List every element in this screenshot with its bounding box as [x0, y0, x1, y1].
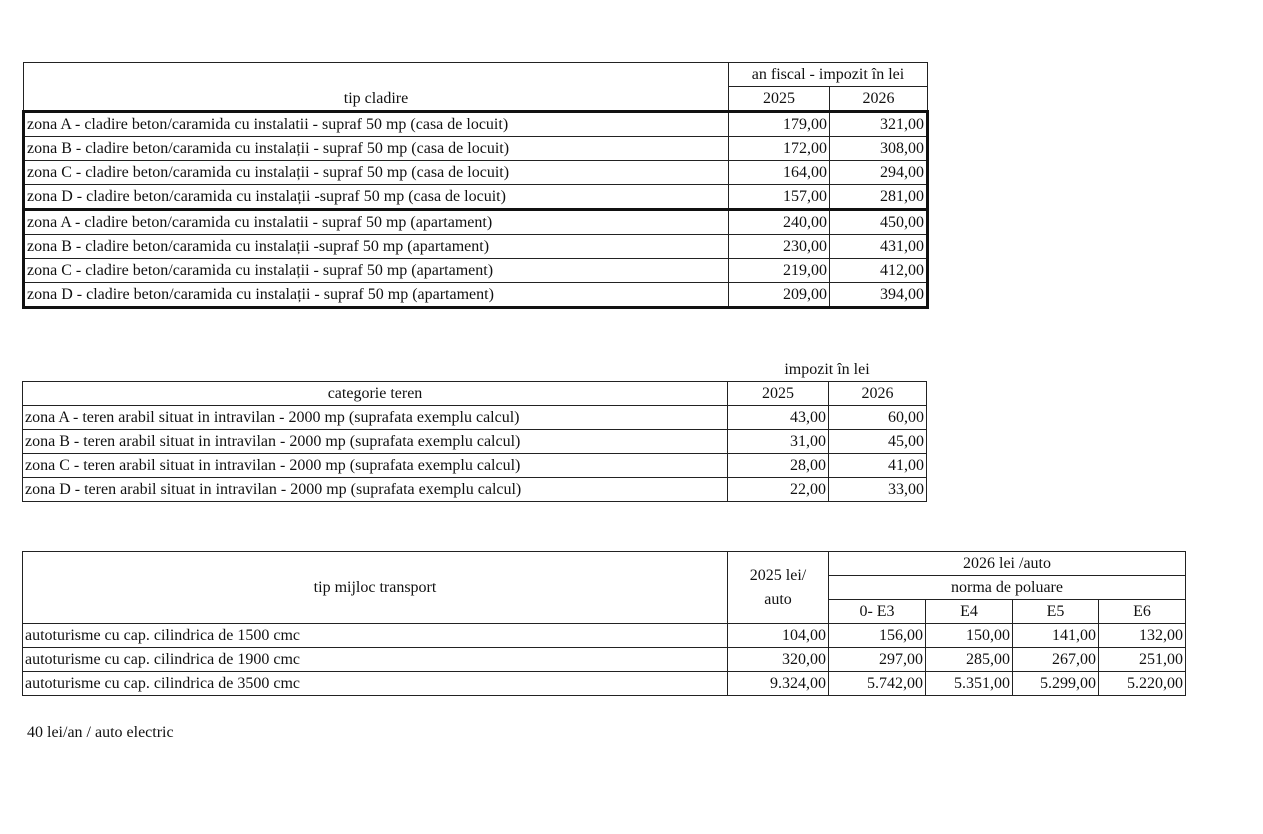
caption-spacer — [23, 358, 728, 382]
vehicle-type-header: tip mijloc transport — [23, 552, 728, 624]
row-label: autoturisme cu cap. cilindrica de 1900 cmc — [23, 648, 728, 672]
value-2026: 41,00 — [829, 454, 927, 478]
vehicle-tax-table — [22, 551, 1186, 696]
row-label: zona B - cladire beton/caramida cu instalații -supraf 50 mp (apartament) — [24, 235, 729, 259]
value-2026: 294,00 — [830, 161, 928, 185]
value-e4: 285,00 — [926, 648, 1013, 672]
year-2025-header: 2025 — [728, 382, 829, 406]
row-label: zona A - teren arabil situat in intravilan - 2000 mp (suprafata exemplu calcul) — [23, 406, 728, 430]
norm-e4-header: E4 — [926, 600, 1013, 624]
year-2026-header: 2026 lei /auto — [829, 552, 1186, 576]
value-e6: 5.220,00 — [1099, 672, 1186, 696]
year-2025-header-line2: auto — [764, 590, 792, 608]
value-e4: 150,00 — [926, 624, 1013, 648]
row-label: zona C - teren arabil situat in intravilan - 2000 mp (suprafata exemplu calcul) — [23, 454, 728, 478]
tax-caption: impozit în lei — [784, 361, 870, 378]
row-label: zona C - cladire beton/caramida cu instalații - supraf 50 mp (apartament) — [24, 259, 729, 283]
table-row — [23, 648, 1186, 672]
table-row — [23, 672, 1186, 696]
value-2026: 281,00 — [830, 185, 928, 210]
table-row — [24, 210, 928, 235]
table-row — [24, 185, 928, 210]
value-2025: 240,00 — [729, 210, 830, 235]
value-2026: 45,00 — [829, 430, 927, 454]
table-row — [24, 161, 928, 185]
table-row — [24, 112, 928, 137]
table-row — [23, 624, 1186, 648]
fiscal-year-header: an fiscal - impozit în lei — [729, 63, 928, 87]
electric-car-note: 40 lei/an / auto electric — [27, 724, 174, 741]
table-row — [24, 259, 928, 283]
table-row — [23, 478, 927, 502]
value-2025: 172,00 — [729, 137, 830, 161]
row-label: autoturisme cu cap. cilindrica de 1500 cmc — [23, 624, 728, 648]
value-2026: 60,00 — [829, 406, 927, 430]
year-2026-header: 2026 — [829, 382, 927, 406]
row-label: zona D - teren arabil situat in intravilan - 2000 mp (suprafata exemplu calcul) — [23, 478, 728, 502]
land-category-header: categorie teren — [23, 382, 728, 406]
value-2025: 22,00 — [728, 478, 829, 502]
value-2025: 219,00 — [729, 259, 830, 283]
building-tax-table — [22, 62, 929, 309]
value-2025: 179,00 — [729, 112, 830, 137]
value-2025: 230,00 — [729, 235, 830, 259]
value-2025: 9.324,00 — [728, 672, 829, 696]
value-2025: 320,00 — [728, 648, 829, 672]
value-e6: 251,00 — [1099, 648, 1186, 672]
value-2025: 164,00 — [729, 161, 830, 185]
norm-e3-header: 0- E3 — [829, 600, 926, 624]
table-row — [24, 137, 928, 161]
value-2026: 308,00 — [830, 137, 928, 161]
year-2025-header — [728, 552, 829, 624]
value-2026: 431,00 — [830, 235, 928, 259]
value-2025: 157,00 — [729, 185, 830, 210]
row-label: zona C - cladire beton/caramida cu instalații - supraf 50 mp (casa de locuit) — [24, 161, 729, 185]
row-label: zona B - cladire beton/caramida cu instalații - supraf 50 mp (casa de locuit) — [24, 137, 729, 161]
year-2025-header: 2025 — [729, 87, 830, 112]
pollution-norm-header: norma de poluare — [829, 576, 1186, 600]
value-2025: 28,00 — [728, 454, 829, 478]
value-e3: 5.742,00 — [829, 672, 926, 696]
value-e5: 141,00 — [1013, 624, 1099, 648]
value-e5: 5.299,00 — [1013, 672, 1099, 696]
value-2025: 104,00 — [728, 624, 829, 648]
value-e4: 5.351,00 — [926, 672, 1013, 696]
row-label: zona A - cladire beton/caramida cu instalatii - supraf 50 mp (apartament) — [24, 210, 729, 235]
value-2026: 394,00 — [830, 283, 928, 308]
table-row — [23, 430, 927, 454]
year-2025-header-line1: 2025 lei/ — [749, 566, 807, 584]
row-label: zona A - cladire beton/caramida cu instalatii - supraf 50 mp (casa de locuit) — [24, 112, 729, 137]
norm-e5-header: E5 — [1013, 600, 1099, 624]
row-label: autoturisme cu cap. cilindrica de 3500 cmc — [23, 672, 728, 696]
value-e6: 132,00 — [1099, 624, 1186, 648]
land-tax-table — [22, 358, 927, 502]
building-type-header-top — [24, 63, 729, 87]
value-2025: 31,00 — [728, 430, 829, 454]
value-2026: 450,00 — [830, 210, 928, 235]
value-2026: 321,00 — [830, 112, 928, 137]
table-row — [24, 283, 928, 308]
value-2026: 33,00 — [829, 478, 927, 502]
row-label: zona D - cladire beton/caramida cu instalații - supraf 50 mp (apartament) — [24, 283, 729, 308]
value-2026: 412,00 — [830, 259, 928, 283]
table-row — [23, 454, 927, 478]
norm-e6-header: E6 — [1099, 600, 1186, 624]
row-label: zona D - cladire beton/caramida cu instalații -supraf 50 mp (casa de locuit) — [24, 185, 729, 210]
row-label: zona B - teren arabil situat in intravilan - 2000 mp (suprafata exemplu calcul) — [23, 430, 728, 454]
building-type-header: tip cladire — [24, 87, 729, 112]
table-row — [23, 406, 927, 430]
year-2026-header: 2026 — [830, 87, 928, 112]
value-2025: 209,00 — [729, 283, 830, 308]
value-e3: 156,00 — [829, 624, 926, 648]
value-e3: 297,00 — [829, 648, 926, 672]
value-2025: 43,00 — [728, 406, 829, 430]
table-row — [24, 235, 928, 259]
value-e5: 267,00 — [1013, 648, 1099, 672]
